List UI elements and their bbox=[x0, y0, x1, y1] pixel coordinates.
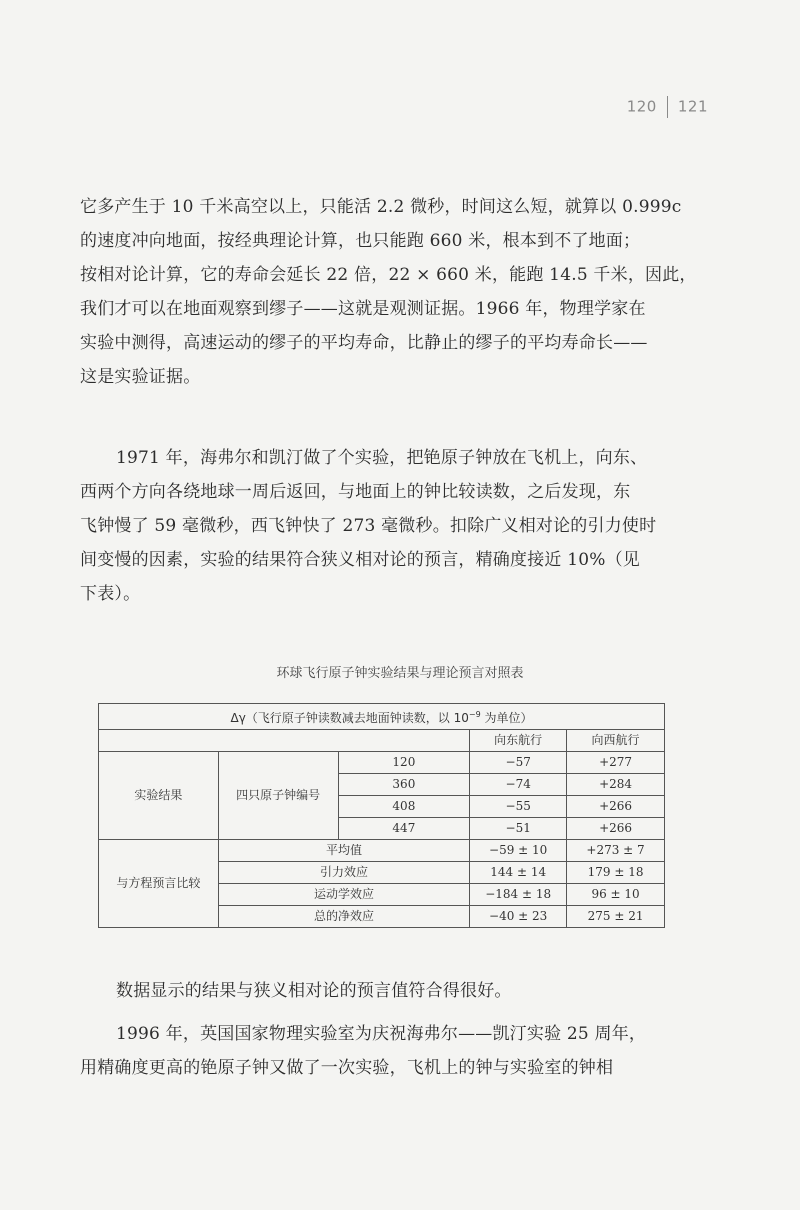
clock-id-label: 四只原子钟编号 bbox=[218, 752, 338, 840]
west-value: +266 bbox=[567, 796, 665, 818]
west-value: +284 bbox=[567, 774, 665, 796]
east-value: −40 ± 23 bbox=[470, 906, 567, 928]
clock-id: 447 bbox=[338, 818, 470, 840]
page-numbers bbox=[627, 96, 708, 118]
text-line: 我们才可以在地面观察到缪子——这就是观测证据。1966 年，物理学家在 bbox=[80, 299, 646, 319]
text-line: 它多产生于 10 千米高空以上，只能活 2.2 微秒，时间这么短，就算以 0.999c bbox=[80, 197, 682, 217]
table-column-header-row bbox=[99, 730, 665, 752]
west-value: 179 ± 18 bbox=[567, 862, 665, 884]
west-value: +266 bbox=[567, 818, 665, 840]
table-caption: 环球飞行原子钟实验结果与理论预言对照表 bbox=[276, 666, 524, 681]
east-value: −74 bbox=[470, 774, 567, 796]
page-number-left: 120 bbox=[626, 97, 657, 116]
paragraph-3 bbox=[80, 974, 690, 1008]
west-value: +273 ± 7 bbox=[567, 840, 665, 862]
col-header-east: 向东航行 bbox=[470, 730, 567, 752]
table-header-row bbox=[99, 704, 665, 730]
page-number-right: 121 bbox=[677, 97, 708, 116]
text-line: 下表）。 bbox=[80, 584, 141, 604]
clock-id: 360 bbox=[338, 774, 470, 796]
comparison-label: 总的净效应 bbox=[218, 906, 470, 928]
east-value: −51 bbox=[470, 818, 567, 840]
text-line: 西两个方向各绕地球一周后返回，与地面上的钟比较读数，之后发现，东 bbox=[80, 482, 631, 502]
clock-id: 120 bbox=[338, 752, 470, 774]
table-row bbox=[99, 752, 665, 774]
page-number-divider bbox=[667, 96, 668, 118]
text-line: 这是实验证据。 bbox=[80, 367, 201, 387]
text-line: 间变慢的因素，实验的结果符合狭义相对论的预言，精确度接近 10%（见 bbox=[80, 550, 640, 570]
comparison-label: 平均值 bbox=[218, 840, 470, 862]
text-line: 飞钟慢了 59 毫微秒，西飞钟快了 273 毫微秒。扣除广义相对论的引力使时 bbox=[80, 516, 657, 536]
west-value: 275 ± 21 bbox=[567, 906, 665, 928]
text-line: 的速度冲向地面，按经典理论计算，也只能跑 660 米，根本到不了地面； bbox=[80, 231, 641, 251]
paragraph-1 bbox=[80, 190, 697, 394]
paragraph-4 bbox=[80, 1017, 690, 1085]
east-value: −59 ± 10 bbox=[470, 840, 567, 862]
group-label-experiment: 实验结果 bbox=[99, 752, 219, 840]
east-value: 144 ± 14 bbox=[470, 862, 567, 884]
east-value: −55 bbox=[470, 796, 567, 818]
comparison-label: 引力效应 bbox=[218, 862, 470, 884]
west-value: 96 ± 10 bbox=[567, 884, 665, 906]
clock-id: 408 bbox=[338, 796, 470, 818]
text-line: 用精确度更高的铯原子钟又做了一次实验，飞机上的钟与实验室的钟相 bbox=[80, 1058, 614, 1078]
paragraph-2 bbox=[80, 441, 690, 611]
comparison-label: 运动学效应 bbox=[218, 884, 470, 906]
table-header-title: Δγ（飞行原子钟读数减去地面钟读数，以 $10^{-9}$ 为单位） bbox=[99, 704, 665, 730]
results-table bbox=[98, 703, 665, 928]
text-line: 实验中测得，高速运动的缪子的平均寿命，比静止的缪子的平均寿命长—— bbox=[80, 333, 648, 353]
text-line: 数据显示的结果与狭义相对论的预言值符合得很好。 bbox=[116, 981, 512, 1001]
table-row bbox=[99, 840, 665, 862]
east-value: −57 bbox=[470, 752, 567, 774]
east-value: −184 ± 18 bbox=[470, 884, 567, 906]
text-line: 按相对论计算，它的寿命会延长 22 倍，22 × 660 米，能跑 14.5 千米，因此， bbox=[80, 265, 697, 285]
text-line: 1971 年，海弗尔和凯汀做了个实验，把铯原子钟放在飞机上，向东、 bbox=[116, 448, 648, 468]
table-empty-header bbox=[99, 730, 470, 752]
text-line: 1996 年，英国国家物理实验室为庆祝海弗尔——凯汀实验 25 周年， bbox=[116, 1024, 647, 1044]
col-header-west: 向西航行 bbox=[567, 730, 665, 752]
group-label-comparison: 与方程预言比较 bbox=[99, 840, 219, 928]
west-value: +277 bbox=[567, 752, 665, 774]
